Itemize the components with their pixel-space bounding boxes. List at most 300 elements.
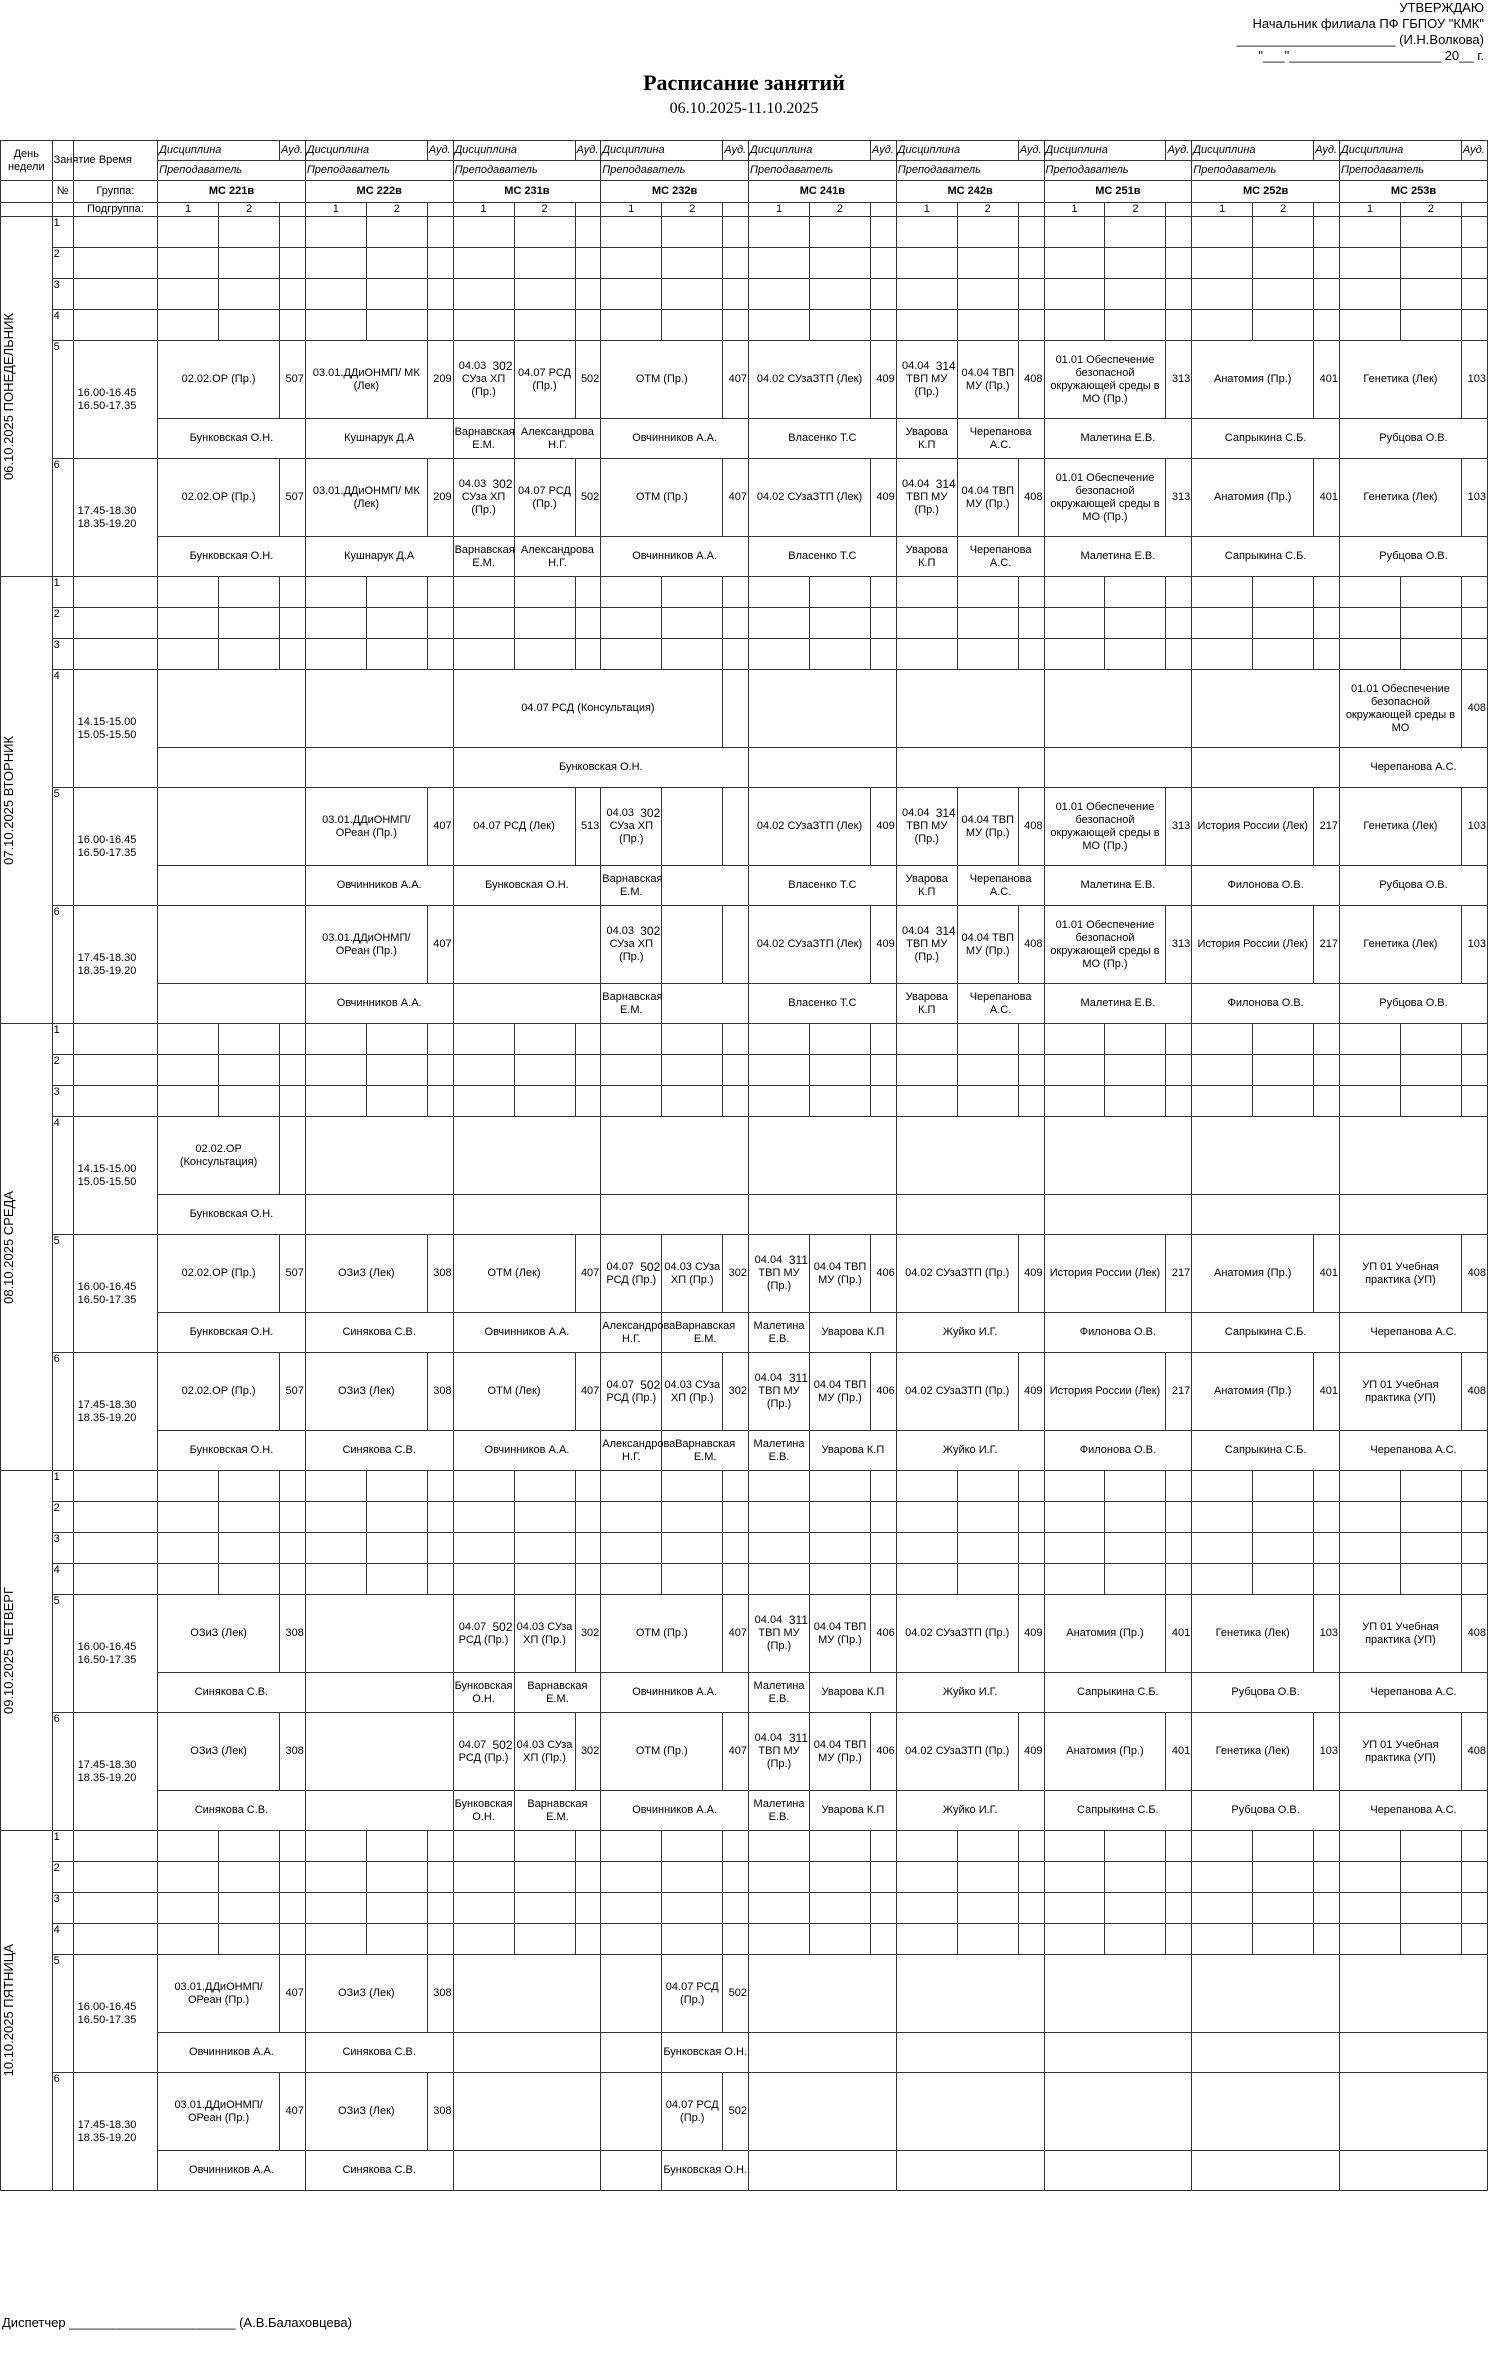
- discipline-cell: История России (Лек): [1192, 906, 1314, 984]
- empty-cell: [366, 577, 427, 608]
- discipline-cell: 04.02 СУзаЗТП (Пр.): [896, 1713, 1018, 1791]
- empty-cell: [1044, 2033, 1192, 2073]
- empty-cell: [305, 1055, 366, 1086]
- empty-cell: [366, 1055, 427, 1086]
- empty-cell: [514, 1471, 575, 1502]
- room-cell: 407: [723, 1595, 749, 1673]
- discipline-cell: История России (Лек): [1044, 1235, 1166, 1313]
- empty-cell: [575, 1862, 601, 1893]
- empty-cell: [896, 1195, 1044, 1235]
- room-number: 502: [492, 1737, 513, 1752]
- empty-cell: [1105, 1893, 1166, 1924]
- day-cell: [1, 1024, 53, 1471]
- empty-cell: [870, 1831, 896, 1862]
- room-cell: 408: [1461, 1595, 1487, 1673]
- empty-cell: [1105, 310, 1166, 341]
- empty-cell: [1166, 217, 1192, 248]
- teacher-cell: Синякова С.В.: [158, 1791, 306, 1831]
- empty-cell: [1461, 608, 1487, 639]
- empty-cell: [366, 1831, 427, 1862]
- room-cell: 103: [1314, 1595, 1340, 1673]
- empty-cell: [158, 984, 306, 1024]
- discipline-cell: Генетика (Лек): [1339, 788, 1461, 866]
- empty-cell: [662, 1564, 723, 1595]
- empty-cell: [810, 1086, 871, 1117]
- empty-cell: [749, 217, 810, 248]
- empty-cell: [896, 1533, 957, 1564]
- empty-cell: [305, 1893, 366, 1924]
- time-cell: [73, 279, 157, 310]
- empty-cell: [1339, 1831, 1400, 1862]
- discipline-cell: ОЗиЗ (Лек): [305, 1235, 427, 1313]
- empty-cell: [1253, 1893, 1314, 1924]
- teacher-cell: Малетина Е.В.: [1044, 866, 1192, 906]
- empty-cell: [896, 1924, 957, 1955]
- discipline-cell: УП 01 Учебная практика (УП): [1339, 1235, 1461, 1313]
- room-cell: 401: [1314, 459, 1340, 537]
- empty-cell: [723, 1564, 749, 1595]
- empty-cell: [158, 1533, 219, 1564]
- subgroup-2: 2: [219, 203, 280, 217]
- teacher-cell: Бунковская О.Н.: [158, 419, 306, 459]
- empty-cell: [1461, 1862, 1487, 1893]
- empty-cell: [1192, 1533, 1253, 1564]
- empty-cell: [366, 217, 427, 248]
- discipline-cell: 04.02 СУзаЗТП (Пр.): [896, 1353, 1018, 1431]
- room-number: 302: [492, 359, 513, 373]
- empty-cell: [1044, 1924, 1105, 1955]
- empty-cell: [957, 608, 1018, 639]
- empty-cell: [427, 1862, 453, 1893]
- subgroup-blank: [1018, 203, 1044, 217]
- room-cell: 408: [1018, 788, 1044, 866]
- empty-cell: [305, 1862, 366, 1893]
- day-cell: [1, 217, 53, 577]
- empty-cell: [1044, 670, 1192, 748]
- empty-cell: [1105, 1831, 1166, 1862]
- empty-cell: [366, 1564, 427, 1595]
- discipline-cell: 04.04 ТВП МУ (Пр.): [810, 1595, 871, 1673]
- empty-cell: [749, 2151, 897, 2191]
- teacher-cell: Филонова О.В.: [1192, 984, 1340, 1024]
- empty-cell: [601, 1533, 662, 1564]
- empty-cell: [896, 1564, 957, 1595]
- room-cell: 407: [427, 906, 453, 984]
- subgroup-1: 1: [1192, 203, 1253, 217]
- lesson-number: 2: [52, 1502, 73, 1533]
- empty-cell: [280, 1055, 306, 1086]
- lesson-number: 4: [52, 1924, 73, 1955]
- teacher-cell: Жуйко И.Г.: [896, 1791, 1044, 1831]
- teacher-cell: Малетина Е.В.: [1044, 984, 1192, 1024]
- empty-cell: [575, 1831, 601, 1862]
- empty-cell: [1192, 1955, 1340, 2033]
- header-room: Ауд.: [280, 141, 306, 161]
- empty-cell: [158, 279, 219, 310]
- lesson-number: 1: [52, 1471, 73, 1502]
- teacher-cell: Малетина Е.В.: [1044, 419, 1192, 459]
- empty-cell: [1044, 1117, 1192, 1195]
- group-name: МС 251в: [1044, 181, 1192, 203]
- subgroup-2: 2: [366, 203, 427, 217]
- empty-cell: [1400, 1471, 1461, 1502]
- subgroup-2: 2: [514, 203, 575, 217]
- empty-cell: [1166, 1924, 1192, 1955]
- room-cell: 407: [427, 788, 453, 866]
- teacher-cell: Сапрыкина С.Б.: [1192, 1313, 1340, 1353]
- time-cell: [73, 1862, 157, 1893]
- empty-cell: [601, 639, 662, 670]
- empty-cell: [1461, 1502, 1487, 1533]
- discipline-cell: 04.03 СУза ХП (Пр.): [662, 1353, 723, 1431]
- empty-cell: [662, 279, 723, 310]
- discipline-cell: 04.07 РСД (Консультация): [453, 670, 723, 748]
- empty-cell: [1192, 1471, 1253, 1502]
- teacher-cell: Варнавская Е.М.: [662, 1313, 749, 1353]
- empty-cell: [1105, 1533, 1166, 1564]
- empty-cell: [453, 1862, 514, 1893]
- empty-cell: [1044, 217, 1105, 248]
- empty-cell: [662, 1024, 723, 1055]
- teacher-cell: Черепанова А.С.: [957, 866, 1044, 906]
- empty-cell: [662, 639, 723, 670]
- empty-cell: [1461, 1893, 1487, 1924]
- teacher-cell: Уварова К.П: [810, 1431, 897, 1471]
- teacher-cell: Синякова С.В.: [305, 2151, 453, 2191]
- empty-cell: [305, 1564, 366, 1595]
- empty-cell: [1461, 1086, 1487, 1117]
- empty-cell: [453, 248, 514, 279]
- empty-cell: [453, 1564, 514, 1595]
- empty-cell: [1461, 1533, 1487, 1564]
- empty-cell: [453, 984, 601, 1024]
- approval-line: ______________________ (И.Н.Волкова): [1236, 32, 1484, 47]
- room-cell: 313: [1166, 341, 1192, 419]
- empty-cell: [453, 1117, 601, 1195]
- empty-cell: [427, 1502, 453, 1533]
- time-cell: [73, 248, 157, 279]
- room-cell: [723, 788, 749, 866]
- discipline-cell: 302 04.03 СУза ХП (Пр.): [601, 906, 662, 984]
- teacher-cell: Сапрыкина С.Б.: [1044, 1673, 1192, 1713]
- empty-cell: [1400, 1924, 1461, 1955]
- empty-cell: [1314, 217, 1340, 248]
- room-cell: 308: [427, 1955, 453, 2033]
- room-cell: [280, 1117, 306, 1195]
- empty-cell: [870, 1862, 896, 1893]
- empty-cell: [305, 1595, 453, 1673]
- empty-cell: [601, 1117, 749, 1195]
- header-discipline: Дисциплина: [749, 141, 871, 161]
- empty-cell: [1339, 2151, 1487, 2191]
- empty-cell: [957, 1055, 1018, 1086]
- empty-cell: [1018, 1924, 1044, 1955]
- empty-cell: [601, 1862, 662, 1893]
- empty-cell: [219, 1024, 280, 1055]
- room-cell: 502: [575, 459, 601, 537]
- room-cell: 308: [280, 1595, 306, 1673]
- empty-cell: [601, 1024, 662, 1055]
- empty-cell: [1192, 1862, 1253, 1893]
- subgroup-blank: [1461, 203, 1487, 217]
- empty-cell: [1339, 1086, 1400, 1117]
- discipline-cell: [662, 788, 723, 866]
- discipline-cell: 03.01.ДДиОНМП/ ОРеан (Пр.): [158, 2073, 280, 2151]
- empty-cell: [1018, 248, 1044, 279]
- empty-cell: [662, 310, 723, 341]
- room-cell: [723, 906, 749, 984]
- discipline-cell: ОТМ (Лек): [453, 1235, 575, 1313]
- room-cell: 217: [1166, 1235, 1192, 1313]
- empty-cell: [723, 217, 749, 248]
- room-cell: 313: [1166, 906, 1192, 984]
- empty-cell: [896, 2033, 1044, 2073]
- empty-cell: [1166, 1086, 1192, 1117]
- discipline-cell: 311 04.04 ТВП МУ (Пр.): [749, 1713, 810, 1791]
- empty-cell: [1400, 217, 1461, 248]
- empty-cell: [219, 1055, 280, 1086]
- empty-cell: [305, 248, 366, 279]
- discipline-cell: 01.01 Обеспечение безопасной окружающей среды в МО (Пр.): [1044, 341, 1166, 419]
- teacher-cell: Черепанова А.С.: [957, 537, 1044, 577]
- empty-cell: [896, 1024, 957, 1055]
- room-cell: 209: [427, 341, 453, 419]
- teacher-cell: Овчинников А.А.: [601, 1673, 749, 1713]
- empty-cell: [810, 279, 871, 310]
- time-cell: [73, 217, 157, 248]
- teacher-cell: Овчинников А.А.: [305, 866, 453, 906]
- empty-cell: [453, 1471, 514, 1502]
- empty-cell: [280, 1533, 306, 1564]
- empty-cell: [219, 1831, 280, 1862]
- room-cell: 407: [723, 459, 749, 537]
- lesson-number: 3: [52, 1893, 73, 1924]
- room-cell: 407: [280, 2073, 306, 2151]
- empty-cell: [1044, 577, 1105, 608]
- teacher-cell: Уварова К.П: [810, 1791, 897, 1831]
- header-discipline: Дисциплина: [1339, 141, 1461, 161]
- teacher-cell: Синякова С.В.: [158, 1673, 306, 1713]
- empty-cell: [1400, 1502, 1461, 1533]
- empty-cell: [305, 279, 366, 310]
- empty-cell: [723, 1893, 749, 1924]
- empty-cell: [575, 1564, 601, 1595]
- empty-cell: [280, 279, 306, 310]
- lesson-number: 1: [52, 217, 73, 248]
- discipline-cell: 04.03 СУза ХП (Пр.): [662, 1235, 723, 1313]
- empty-cell: [601, 1055, 662, 1086]
- empty-cell: [158, 866, 306, 906]
- empty-cell: [575, 1024, 601, 1055]
- empty-cell: [1192, 1086, 1253, 1117]
- discipline-cell: 502 04.07 РСД (Пр.): [453, 1595, 514, 1673]
- teacher-cell: Бунковская О.Н.: [662, 2033, 749, 2073]
- empty-cell: [427, 310, 453, 341]
- header-room: Ауд.: [1461, 141, 1487, 161]
- empty-cell: [723, 248, 749, 279]
- empty-cell: [1461, 310, 1487, 341]
- header-teacher: Преподаватель: [1044, 161, 1192, 181]
- empty-cell: [575, 279, 601, 310]
- empty-cell: [427, 1924, 453, 1955]
- empty-cell: [896, 1086, 957, 1117]
- discipline-cell: 502 04.07 РСД (Пр.): [601, 1235, 662, 1313]
- empty-cell: [427, 217, 453, 248]
- empty-cell: [749, 1862, 810, 1893]
- time-cell: [73, 1533, 157, 1564]
- room-cell: 409: [870, 459, 896, 537]
- empty-cell: [1192, 2033, 1340, 2073]
- empty-cell: [662, 1055, 723, 1086]
- empty-cell: [1105, 1086, 1166, 1117]
- room-cell: 407: [575, 1235, 601, 1313]
- empty-cell: [1105, 1862, 1166, 1893]
- empty-cell: [749, 1502, 810, 1533]
- empty-cell: [1339, 279, 1400, 310]
- empty-cell: [366, 310, 427, 341]
- header-discipline: Дисциплина: [601, 141, 723, 161]
- header-discipline: Дисциплина: [158, 141, 280, 161]
- discipline-cell: Анатомия (Пр.): [1192, 1235, 1314, 1313]
- empty-cell: [662, 1533, 723, 1564]
- empty-cell: [1314, 577, 1340, 608]
- empty-cell: [305, 1533, 366, 1564]
- subgroup-2: 2: [957, 203, 1018, 217]
- empty-cell: [1018, 1024, 1044, 1055]
- empty-cell: [749, 1831, 810, 1862]
- empty-cell: [1105, 1024, 1166, 1055]
- empty-cell: [280, 1471, 306, 1502]
- discipline-cell: 04.04 ТВП МУ (Пр.): [957, 788, 1018, 866]
- discipline-cell: Генетика (Лек): [1192, 1595, 1314, 1673]
- teacher-cell: Филонова О.В.: [1044, 1313, 1192, 1353]
- room-number: 502: [640, 1259, 661, 1274]
- lesson-time: 14.15-15.00 15.05-15.50: [73, 670, 157, 788]
- empty-cell: [896, 1471, 957, 1502]
- empty-cell: [662, 1924, 723, 1955]
- empty-cell: [1192, 608, 1253, 639]
- empty-cell: [1192, 2073, 1340, 2151]
- document-dates: 06.10.2025-11.10.2025: [669, 100, 819, 117]
- teacher-cell: Синякова С.В.: [305, 1313, 453, 1353]
- teacher-cell: Овчинников А.А.: [158, 2033, 306, 2073]
- empty-cell: [810, 639, 871, 670]
- header-lesson: Занятие: [52, 141, 73, 181]
- header-day: День недели: [1, 141, 53, 181]
- empty-cell: [1044, 2073, 1192, 2151]
- empty-cell: [1253, 1502, 1314, 1533]
- empty-cell: [1018, 1471, 1044, 1502]
- empty-cell: [601, 1893, 662, 1924]
- empty-cell: [749, 279, 810, 310]
- discipline-cell: 01.01 Обеспечение безопасной окружающей среды в МО (Пр.): [1044, 906, 1166, 984]
- empty-cell: [601, 608, 662, 639]
- discipline-cell: УП 01 Учебная практика (УП): [1339, 1713, 1461, 1791]
- room-number: 502: [640, 1377, 661, 1392]
- room-cell: 217: [1314, 788, 1340, 866]
- lesson-number: 6: [52, 1713, 73, 1831]
- empty-cell: [1044, 1024, 1105, 1055]
- discipline-cell: ОЗиЗ (Лек): [305, 1955, 427, 2033]
- subgroup-2: 2: [1105, 203, 1166, 217]
- discipline-cell: Анатомия (Пр.): [1192, 341, 1314, 419]
- discipline-cell: Генетика (Лек): [1192, 1713, 1314, 1791]
- empty-cell: [723, 1862, 749, 1893]
- empty-cell: [896, 748, 1044, 788]
- empty-cell: [810, 1893, 871, 1924]
- empty-cell: [514, 217, 575, 248]
- discipline-cell: 04.02 СУзаЗТП (Лек): [749, 459, 871, 537]
- empty-cell: [1044, 1086, 1105, 1117]
- lesson-time: 17.45-18.30 18.35-19.20: [73, 906, 157, 1024]
- empty-cell: [158, 1502, 219, 1533]
- empty-cell: [601, 1195, 749, 1235]
- lesson-number: 5: [52, 1235, 73, 1353]
- day-cell: [1, 1831, 53, 2191]
- empty-cell: [723, 1024, 749, 1055]
- empty-cell: [1461, 1924, 1487, 1955]
- empty-cell: [1105, 639, 1166, 670]
- empty-cell: [1166, 1471, 1192, 1502]
- empty-cell: [1314, 1024, 1340, 1055]
- discipline-cell: 502 04.07 РСД (Пр.): [453, 1713, 514, 1791]
- teacher-cell: Рубцова О.В.: [1339, 866, 1487, 906]
- empty-cell: [1044, 639, 1105, 670]
- empty-cell: [427, 1024, 453, 1055]
- teacher-cell: Александрова Н.Г.: [601, 1313, 662, 1353]
- lesson-time: 16.00-16.45 16.50-17.35: [73, 341, 157, 459]
- empty-cell: [158, 1831, 219, 1862]
- time-cell: [73, 1471, 157, 1502]
- empty-cell: [723, 1831, 749, 1862]
- discipline-cell: 04.02 СУзаЗТП (Пр.): [896, 1595, 1018, 1673]
- empty-cell: [1461, 577, 1487, 608]
- empty-cell: [453, 310, 514, 341]
- empty-cell: [514, 310, 575, 341]
- empty-cell: [1044, 1502, 1105, 1533]
- empty-cell: [1253, 1831, 1314, 1862]
- empty-cell: [427, 577, 453, 608]
- empty-cell: [1105, 248, 1166, 279]
- room-number: 302: [492, 477, 513, 491]
- empty-cell: [575, 1471, 601, 1502]
- empty-cell: [957, 1086, 1018, 1117]
- empty-cell: [1339, 577, 1400, 608]
- empty-cell: [749, 1024, 810, 1055]
- room-cell: 502: [723, 1955, 749, 2033]
- empty-cell: [1166, 608, 1192, 639]
- empty-cell: [749, 748, 897, 788]
- empty-cell: [280, 310, 306, 341]
- empty-cell: [280, 217, 306, 248]
- lesson-number: 4: [52, 670, 73, 788]
- empty-cell: [305, 1117, 453, 1195]
- empty-cell: [1105, 577, 1166, 608]
- empty-cell: [219, 1564, 280, 1595]
- subgroup-blank: [870, 203, 896, 217]
- teacher-cell: [601, 2033, 662, 2073]
- empty-cell: [1018, 577, 1044, 608]
- teacher-cell: [662, 866, 749, 906]
- empty-cell: [1105, 608, 1166, 639]
- day-label: 06.10.2025 ПОНЕДЕЛЬНИК: [1, 312, 16, 481]
- room-number: 311: [788, 1253, 808, 1267]
- empty-cell: [957, 1862, 1018, 1893]
- time-cell: [73, 577, 157, 608]
- room-cell: 103: [1461, 788, 1487, 866]
- empty-cell: [1192, 670, 1340, 748]
- teacher-cell: Жуйко И.Г.: [896, 1431, 1044, 1471]
